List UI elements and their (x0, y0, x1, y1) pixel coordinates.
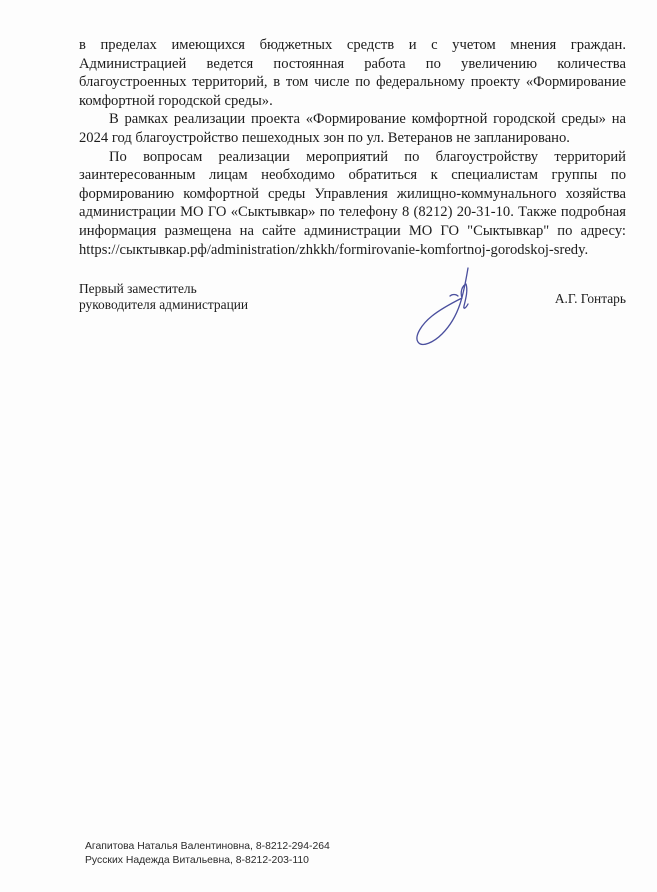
footer-contact-2: Русских Надежда Витальевна, 8-8212-203-110 (85, 855, 309, 866)
paragraph-contacts-info: По вопросам реализации мероприятий по благоустройству территорий заинтересованным лицам необходимо обратиться к специалистам группы по формированию комфортной среды Управления жилищно-коммунального хозяйства администрации МО ГО «Сыктывкар» по телефону 8 (8212) 20-31-10. Также подробная информация размещена на сайте администрации МО ГО "Сыктывкар" по адресу: https://сыктывкар.рф/administration/zhkkh/formirovanie-komfortnoj-gorodskoj-sredy. (79, 148, 626, 258)
signer-title-line1: Первый заместитель (79, 281, 197, 296)
paragraph-continuation: в пределах имеющихся бюджетных средств и с учетом мнения граждан. Администрацией ведется постоянная работа по увеличению количества благоустроенных территорий, в том числе по федеральному проекту «Формирование комфортной городской среды». (79, 37, 626, 109)
signer-name: А.Г. Гонтарь (554, 291, 626, 306)
footer-contact-1: Агапитова Наталья Валентиновна, 8-8212-294-264 (85, 841, 330, 852)
footer-contacts (85, 840, 330, 868)
paragraph-project-plan: В рамках реализации проекта «Формирование комфортной городской среды» на 2024 год благоустройство пешеходных зон по ул. Ветеранов не запланировано. (79, 111, 626, 146)
signer-title-line2: руководителя администрации (79, 297, 249, 312)
letter-body (79, 36, 626, 259)
handwritten-signature (410, 262, 490, 350)
signer-title (79, 281, 626, 313)
signature-block (79, 281, 626, 313)
